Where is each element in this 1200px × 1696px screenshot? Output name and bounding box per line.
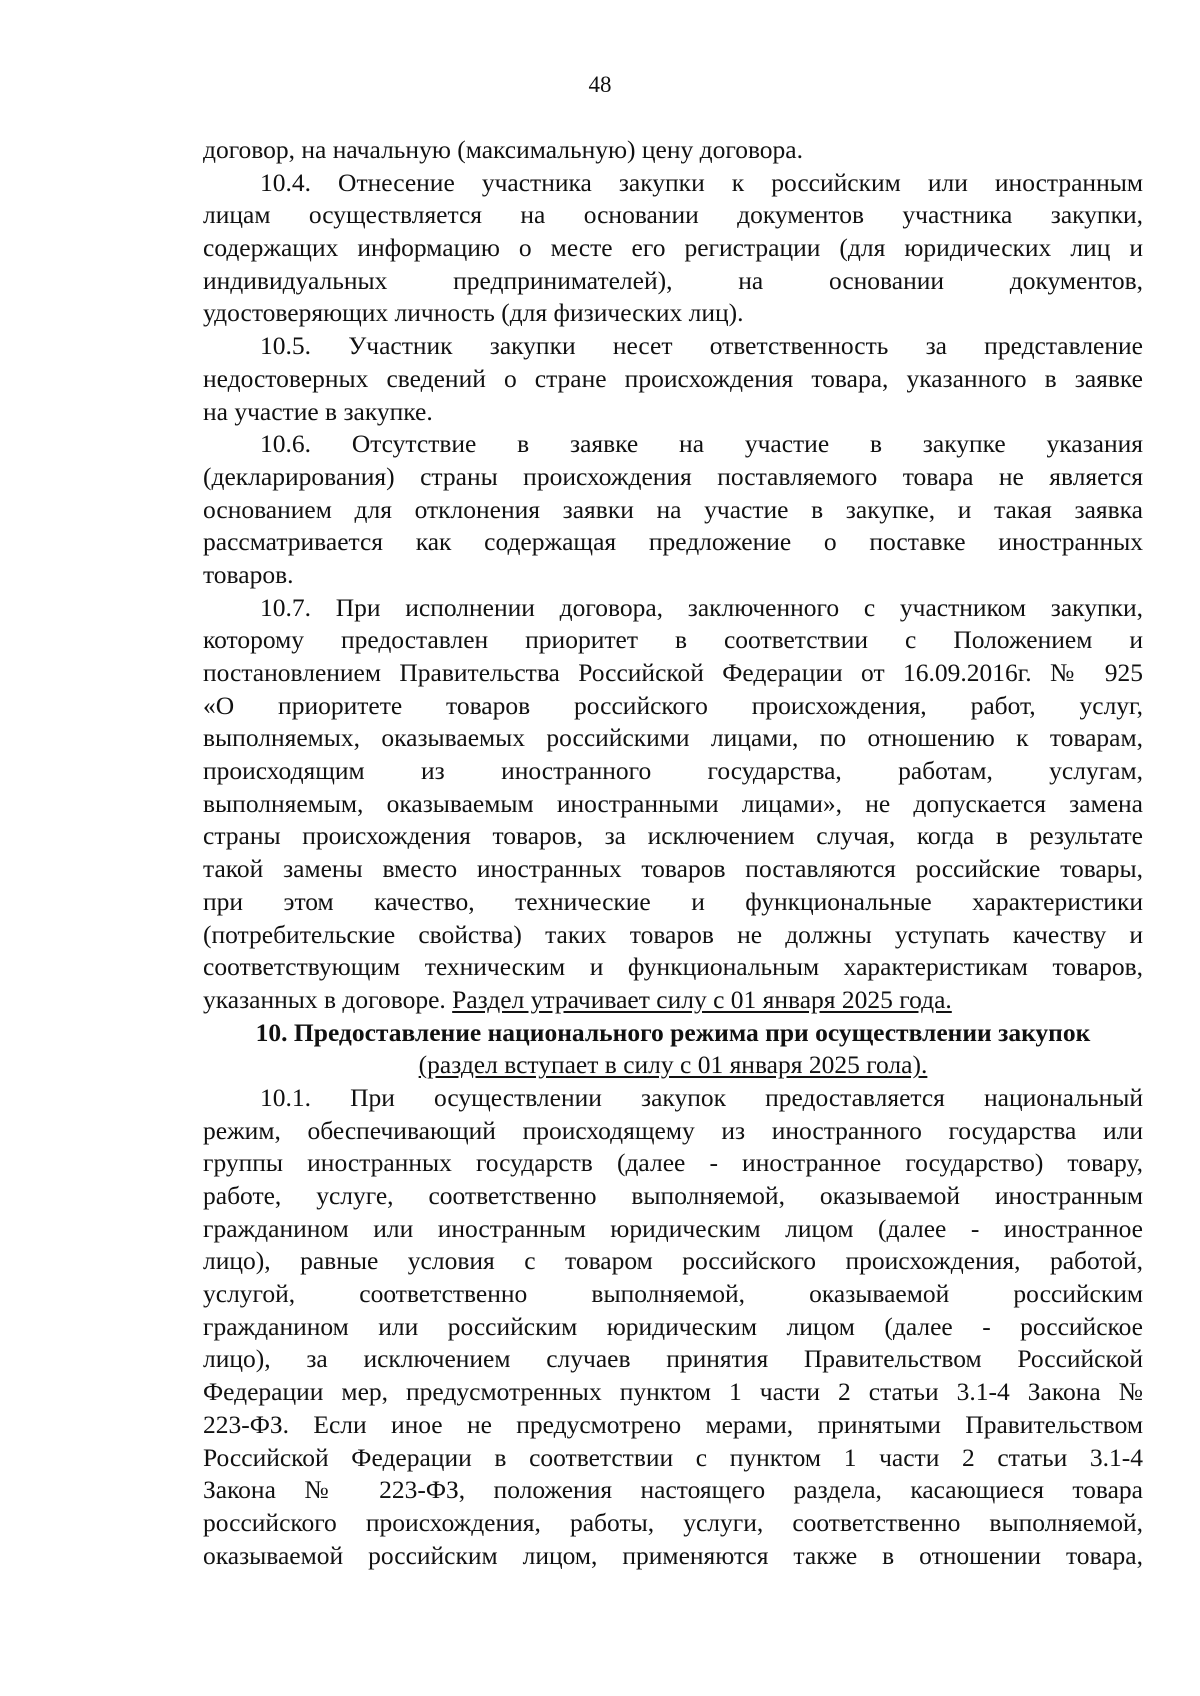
text-line: (потребительские свойства) таких товаров не должны уступать качеству и xyxy=(203,919,1143,949)
text-line: индивидуальных предпринимателей), на основании документов, xyxy=(203,265,1143,295)
text-line: удостоверяющих личность (для физических лиц). xyxy=(203,298,744,328)
paragraph-10-1-start: 10.1. При осуществлении закупок предоставляется национальный xyxy=(260,1082,1143,1112)
text-line: основанием для отклонения заявки на участие в закупке, и такая заявка xyxy=(203,494,1143,524)
text-line: выполняемых, оказываемых российскими лицами, по отношению к товарам, xyxy=(203,723,1143,753)
text-line: режим, обеспечивающий происходящему из иностранного государства или xyxy=(203,1115,1143,1145)
text-line: услугой, соответственно выполняемой, оказываемой российским xyxy=(203,1279,1143,1309)
repeal-note: Раздел утрачивает силу с 01 января 2025 года. xyxy=(452,984,952,1014)
section-effective-note: (раздел вступает в силу с 01 января 2025 гола). xyxy=(418,1050,928,1080)
page-number: 48 xyxy=(588,72,612,97)
text-line: содержащих информацию о месте его регистрации (для юридических лиц и xyxy=(203,233,1143,263)
text-line: недостоверных сведений о стране происхождения товара, указанного в заявке xyxy=(203,363,1143,393)
text-fragment: указанных в договоре. xyxy=(203,984,446,1014)
text-line: лицам осуществляется на основании документов участника закупки, xyxy=(203,200,1143,230)
text-line: постановлением Правительства Российской Федерации от 16.09.2016г. № 925 xyxy=(203,658,1143,687)
text-line: выполняемым, оказываемым иностранными лицами», не допускается замена xyxy=(203,788,1143,818)
text-line: гражданином или российским юридическим лицом (далее - российское xyxy=(203,1311,1143,1341)
text-line: на участие в закупке. xyxy=(203,396,433,426)
text-line: (декларирования) страны происхождения поставляемого товара не является xyxy=(203,461,1143,491)
text-line: договор, на начальную (максимальную) цену договора. xyxy=(203,135,803,164)
text-line: товаров. xyxy=(203,559,294,589)
paragraph-10-5-start: 10.5. Участник закупки несет ответственность за представление xyxy=(260,331,1143,361)
paragraph-10-4-start: 10.4. Отнесение участника закупки к российским или иностранным xyxy=(260,167,1143,197)
text-line: оказываемой российским лицом, применяются также в отношении товара, xyxy=(203,1540,1143,1570)
text-line: которому предоставлен приоритет в соответствии с Положением и xyxy=(203,625,1143,655)
text-line: происходящим из иностранного государства, работам, услугам, xyxy=(203,756,1143,786)
text-line: соответствующим техническим и функциональным характеристикам товаров, xyxy=(203,952,1143,982)
text-line: лицо), за исключением случаев принятия Правительством Российской xyxy=(203,1344,1143,1374)
text-line: рассматривается как содержащая предложение о поставке иностранных xyxy=(203,527,1143,557)
text-line: лицо), равные условия с товаром российского происхождения, работой, xyxy=(203,1246,1143,1276)
text-line: Закона № 223-ФЗ, положения настоящего раздела, касающиеся товара xyxy=(203,1475,1143,1505)
section-heading: 10. Предоставление национального режима при осуществлении закупок xyxy=(255,1017,1091,1047)
text-line: российского происхождения, работы, услуги, соответственно выполняемой, xyxy=(203,1507,1143,1537)
text-line: 223-ФЗ. Если иное не предусмотрено мерами, принятыми Правительством xyxy=(203,1409,1143,1439)
text-line: Федерации мер, предусмотренных пунктом 1 части 2 статьи 3.1-4 Закона № xyxy=(203,1377,1143,1407)
text-line: работе, услуге, соответственно выполняемой, оказываемой иностранным xyxy=(203,1181,1143,1210)
document-body xyxy=(203,134,1143,1572)
text-line: при этом качество, технические и функциональные характеристики xyxy=(203,886,1143,916)
text-line: страны происхождения товаров, за исключением случая, когда в результате xyxy=(203,821,1143,851)
text-line: гражданином или иностранным юридическим лицом (далее - иностранное xyxy=(203,1213,1143,1243)
paragraph-10-6-start: 10.6. Отсутствие в заявке на участие в закупке указания xyxy=(260,429,1143,459)
text-line: Российской Федерации в соответствии с пунктом 1 части 2 статьи 3.1-4 xyxy=(203,1442,1143,1472)
text-line-with-note xyxy=(203,984,1143,1017)
text-line: «О приоритете товаров российского происхождения, работ, услуг, xyxy=(203,690,1143,720)
text-line: такой замены вместо иностранных товаров поставляются российские товары, xyxy=(203,854,1143,884)
paragraph-10-7-start: 10.7. При исполнении договора, заключенного с участником закупки, xyxy=(260,592,1143,622)
text-line: группы иностранных государств (далее - иностранное государство) товару, xyxy=(203,1148,1143,1178)
